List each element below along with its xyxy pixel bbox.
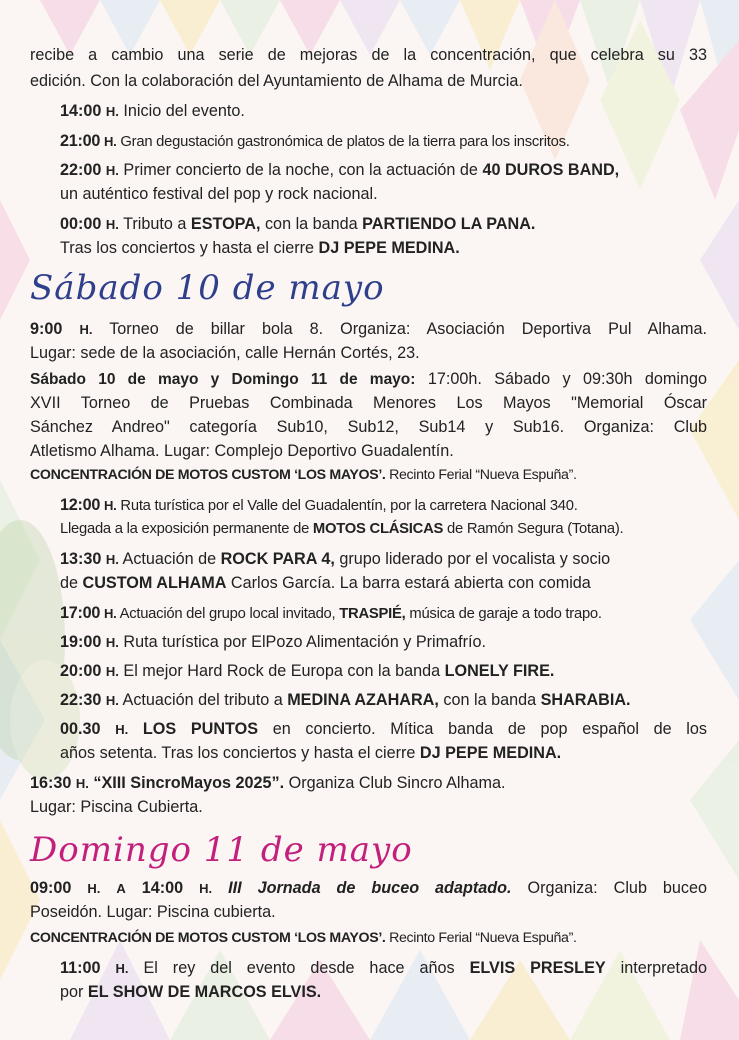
event-2000	[60, 660, 707, 683]
event-text: con la banda	[438, 691, 541, 709]
band-name: LONELY FIRE.	[444, 662, 555, 680]
band-name: PARTIENDO LA PANA.	[362, 215, 536, 233]
pruebas-line-4: Atletismo Alhama. Lugar: Complejo Deportivo Guadalentín.	[30, 442, 454, 460]
exhibit-name: MOTOS CLÁSICAS	[312, 521, 444, 537]
billar-line-2: Lugar: sede de la asociación, calle Hernán Cortés, 23.	[30, 344, 420, 362]
band-name: ESTOPA,	[190, 215, 261, 233]
event-time-unit: H.	[105, 163, 119, 178]
event-1100	[60, 957, 707, 980]
custom-concentration-sun	[30, 927, 707, 949]
event-time-unit: H.	[105, 664, 119, 679]
event-text: Tras los conciertos y hasta el cierre	[60, 239, 319, 257]
event-time: 19:00	[60, 633, 102, 651]
band-name: MEDINA AZAHARA,	[287, 691, 439, 709]
intro-line-1: recibe a cambio una serie de mejoras de la concentración, que celebra su 33	[30, 46, 707, 64]
event-text: El mejor Hard Rock de Europa con la banda	[123, 662, 445, 680]
event-time-unit: H.	[79, 322, 93, 337]
event-time: 14:00	[60, 102, 102, 120]
event-time: 9:00	[30, 320, 63, 338]
event-text: de	[60, 574, 83, 592]
event-text: interpretado	[605, 959, 708, 977]
event-time: 22:00	[60, 161, 102, 179]
concentration-title: CONCENTRACIÓN DE MOTOS CUSTOM ‘LOS MAYOS’.	[30, 930, 386, 946]
event-time: 22:30	[60, 691, 102, 709]
event-text: de Ramón Segura (Totana).	[443, 521, 624, 537]
event-time-unit: H.	[105, 217, 119, 232]
band-name: SHARABIA.	[540, 691, 631, 709]
event-time: 21:00	[60, 132, 101, 150]
event-sincro	[30, 772, 707, 795]
band-name: 40 DUROS BAND,	[482, 161, 620, 179]
event-time: 11:00	[60, 959, 101, 977]
event-2100	[60, 130, 707, 153]
event-time-unit: H.	[104, 606, 117, 621]
event-sincro-cont: Lugar: Piscina Cubierta.	[30, 798, 203, 816]
custom-concentration-sat	[30, 464, 707, 486]
event-0000	[60, 213, 707, 236]
event-text: Llegada a la exposición permanente de	[60, 521, 313, 537]
pruebas-line-2: XVII Torneo de Pruebas Combinada Menores Los Mayos "Memorial Óscar	[30, 394, 707, 412]
band-name: ROCK PARA 4,	[220, 550, 335, 568]
event-1900	[60, 631, 707, 654]
event-1200-cont	[60, 518, 707, 540]
event-text: con la banda	[260, 215, 363, 233]
event-time: 12:00	[60, 496, 101, 514]
billar-line-1	[30, 318, 707, 341]
concentration-place: Recinto Ferial “Nueva Espuña”.	[385, 467, 577, 483]
event-time-unit: H.	[115, 961, 129, 976]
event-0000-cont	[60, 237, 707, 259]
event-time: 13:30	[60, 550, 102, 568]
event-time: 17:00	[60, 604, 101, 622]
sunday-heading: Domingo 11 de mayo	[30, 830, 413, 870]
event-1400	[60, 100, 707, 123]
event-2230	[60, 689, 707, 712]
event-text: Primer concierto de la noche, con la actuación de	[123, 161, 483, 179]
event-text: Organiza: Club buceo	[511, 879, 708, 897]
event-0030-cont	[60, 742, 707, 764]
event-text: El rey del evento desde hace años	[143, 959, 470, 977]
event-dates: Sábado 10 de mayo y Domingo 11 de mayo:	[30, 371, 416, 388]
buceo-line-2: Poseidón. Lugar: Piscina cubierta.	[30, 903, 276, 921]
dj-name: DJ PEPE MEDINA.	[419, 744, 562, 762]
event-time-unit: H.	[199, 881, 213, 896]
event-text: Ruta turística por el Valle del Guadalentín, por la carretera Nacional 340.	[120, 498, 578, 514]
club-name: CUSTOM ALHAMA	[82, 574, 227, 592]
concentration-title: CONCENTRACIÓN DE MOTOS CUSTOM ‘LOS MAYOS’.	[30, 467, 386, 483]
event-time-unit: H.	[105, 635, 119, 650]
event-text: en concierto. Mítica banda de pop español de los	[258, 720, 707, 738]
saturday-heading: Sábado 10 de mayo	[30, 268, 385, 308]
event-title: III Jornada de buceo adaptado.	[228, 879, 512, 897]
event-0030	[60, 718, 707, 741]
event-text: Carlos García. La barra estará abierta con comida	[226, 574, 591, 592]
event-time: 00.30	[60, 720, 101, 738]
event-text: Torneo de billar bola 8. Organiza: Asociación Deportiva Pul Alhama.	[109, 320, 708, 338]
pruebas-line-1	[30, 368, 707, 391]
event-2200-cont: un auténtico festival del pop y rock nacional.	[60, 185, 378, 203]
event-1330	[60, 548, 707, 571]
event-text: Actuación de	[122, 550, 221, 568]
event-text: 17:00h. Sábado y 09:30h domingo	[415, 370, 707, 388]
event-time-unit: H.	[104, 498, 117, 513]
buceo-line-1	[30, 877, 707, 900]
dj-name: DJ PEPE MEDINA.	[318, 239, 460, 257]
band-name: TRASPIÉ,	[339, 606, 406, 622]
band-name: LOS PUNTOS	[142, 720, 259, 738]
intro-line-2: edición. Con la colaboración del Ayuntamiento de Alhama de Murcia.	[30, 72, 523, 90]
event-1700	[60, 602, 707, 625]
event-time: 00:00	[60, 215, 102, 233]
event-1100-cont	[60, 981, 707, 1003]
event-time-separator: A	[116, 881, 126, 896]
show-name: EL SHOW DE MARCOS ELVIS.	[87, 983, 322, 1001]
event-time: 20:00	[60, 662, 102, 680]
event-time-unit: H.	[105, 693, 119, 708]
event-text: Gran degustación gastronómica de platos de la tierra para los inscritos.	[120, 134, 570, 150]
concentration-place: Recinto Ferial “Nueva Espuña”.	[385, 930, 577, 946]
artist-name: ELVIS PRESLEY	[469, 959, 606, 977]
event-text: años setenta. Tras los conciertos y hasta el cierre	[60, 744, 420, 762]
event-time: 14:00	[141, 879, 184, 897]
event-text: Actuación del tributo a	[122, 691, 288, 709]
event-text: por	[60, 983, 88, 1001]
event-title: “XIII SincroMayos 2025”.	[93, 774, 285, 792]
event-text: Tributo a	[123, 215, 191, 233]
event-text: Inicio del evento.	[123, 102, 245, 120]
event-text: Actuación del grupo local invitado,	[119, 606, 340, 622]
event-time-unit: H.	[104, 134, 117, 149]
event-text: Ruta turística por ElPozo Alimentación y Primafrío.	[123, 633, 486, 651]
event-1200	[60, 494, 707, 517]
event-time: 09:00	[30, 879, 72, 897]
event-time-unit: H.	[105, 552, 119, 567]
pruebas-line-3: Sánchez Andreo" categoría Sub10, Sub12, Sub14 y Sub16. Organiza: Club	[30, 418, 707, 436]
event-time-unit: H.	[87, 881, 101, 896]
event-text: música de garaje a todo trapo.	[405, 606, 602, 622]
event-text: grupo liderado por el vocalista y socio	[334, 550, 611, 568]
event-1330-cont	[60, 572, 707, 594]
event-2200	[60, 159, 707, 182]
event-time: 16:30	[30, 774, 72, 792]
event-time-unit: H.	[75, 776, 89, 791]
event-time-unit: H.	[105, 104, 119, 119]
event-text: Organiza Club Sincro Alhama.	[284, 774, 506, 792]
event-time-unit: H.	[115, 722, 129, 737]
